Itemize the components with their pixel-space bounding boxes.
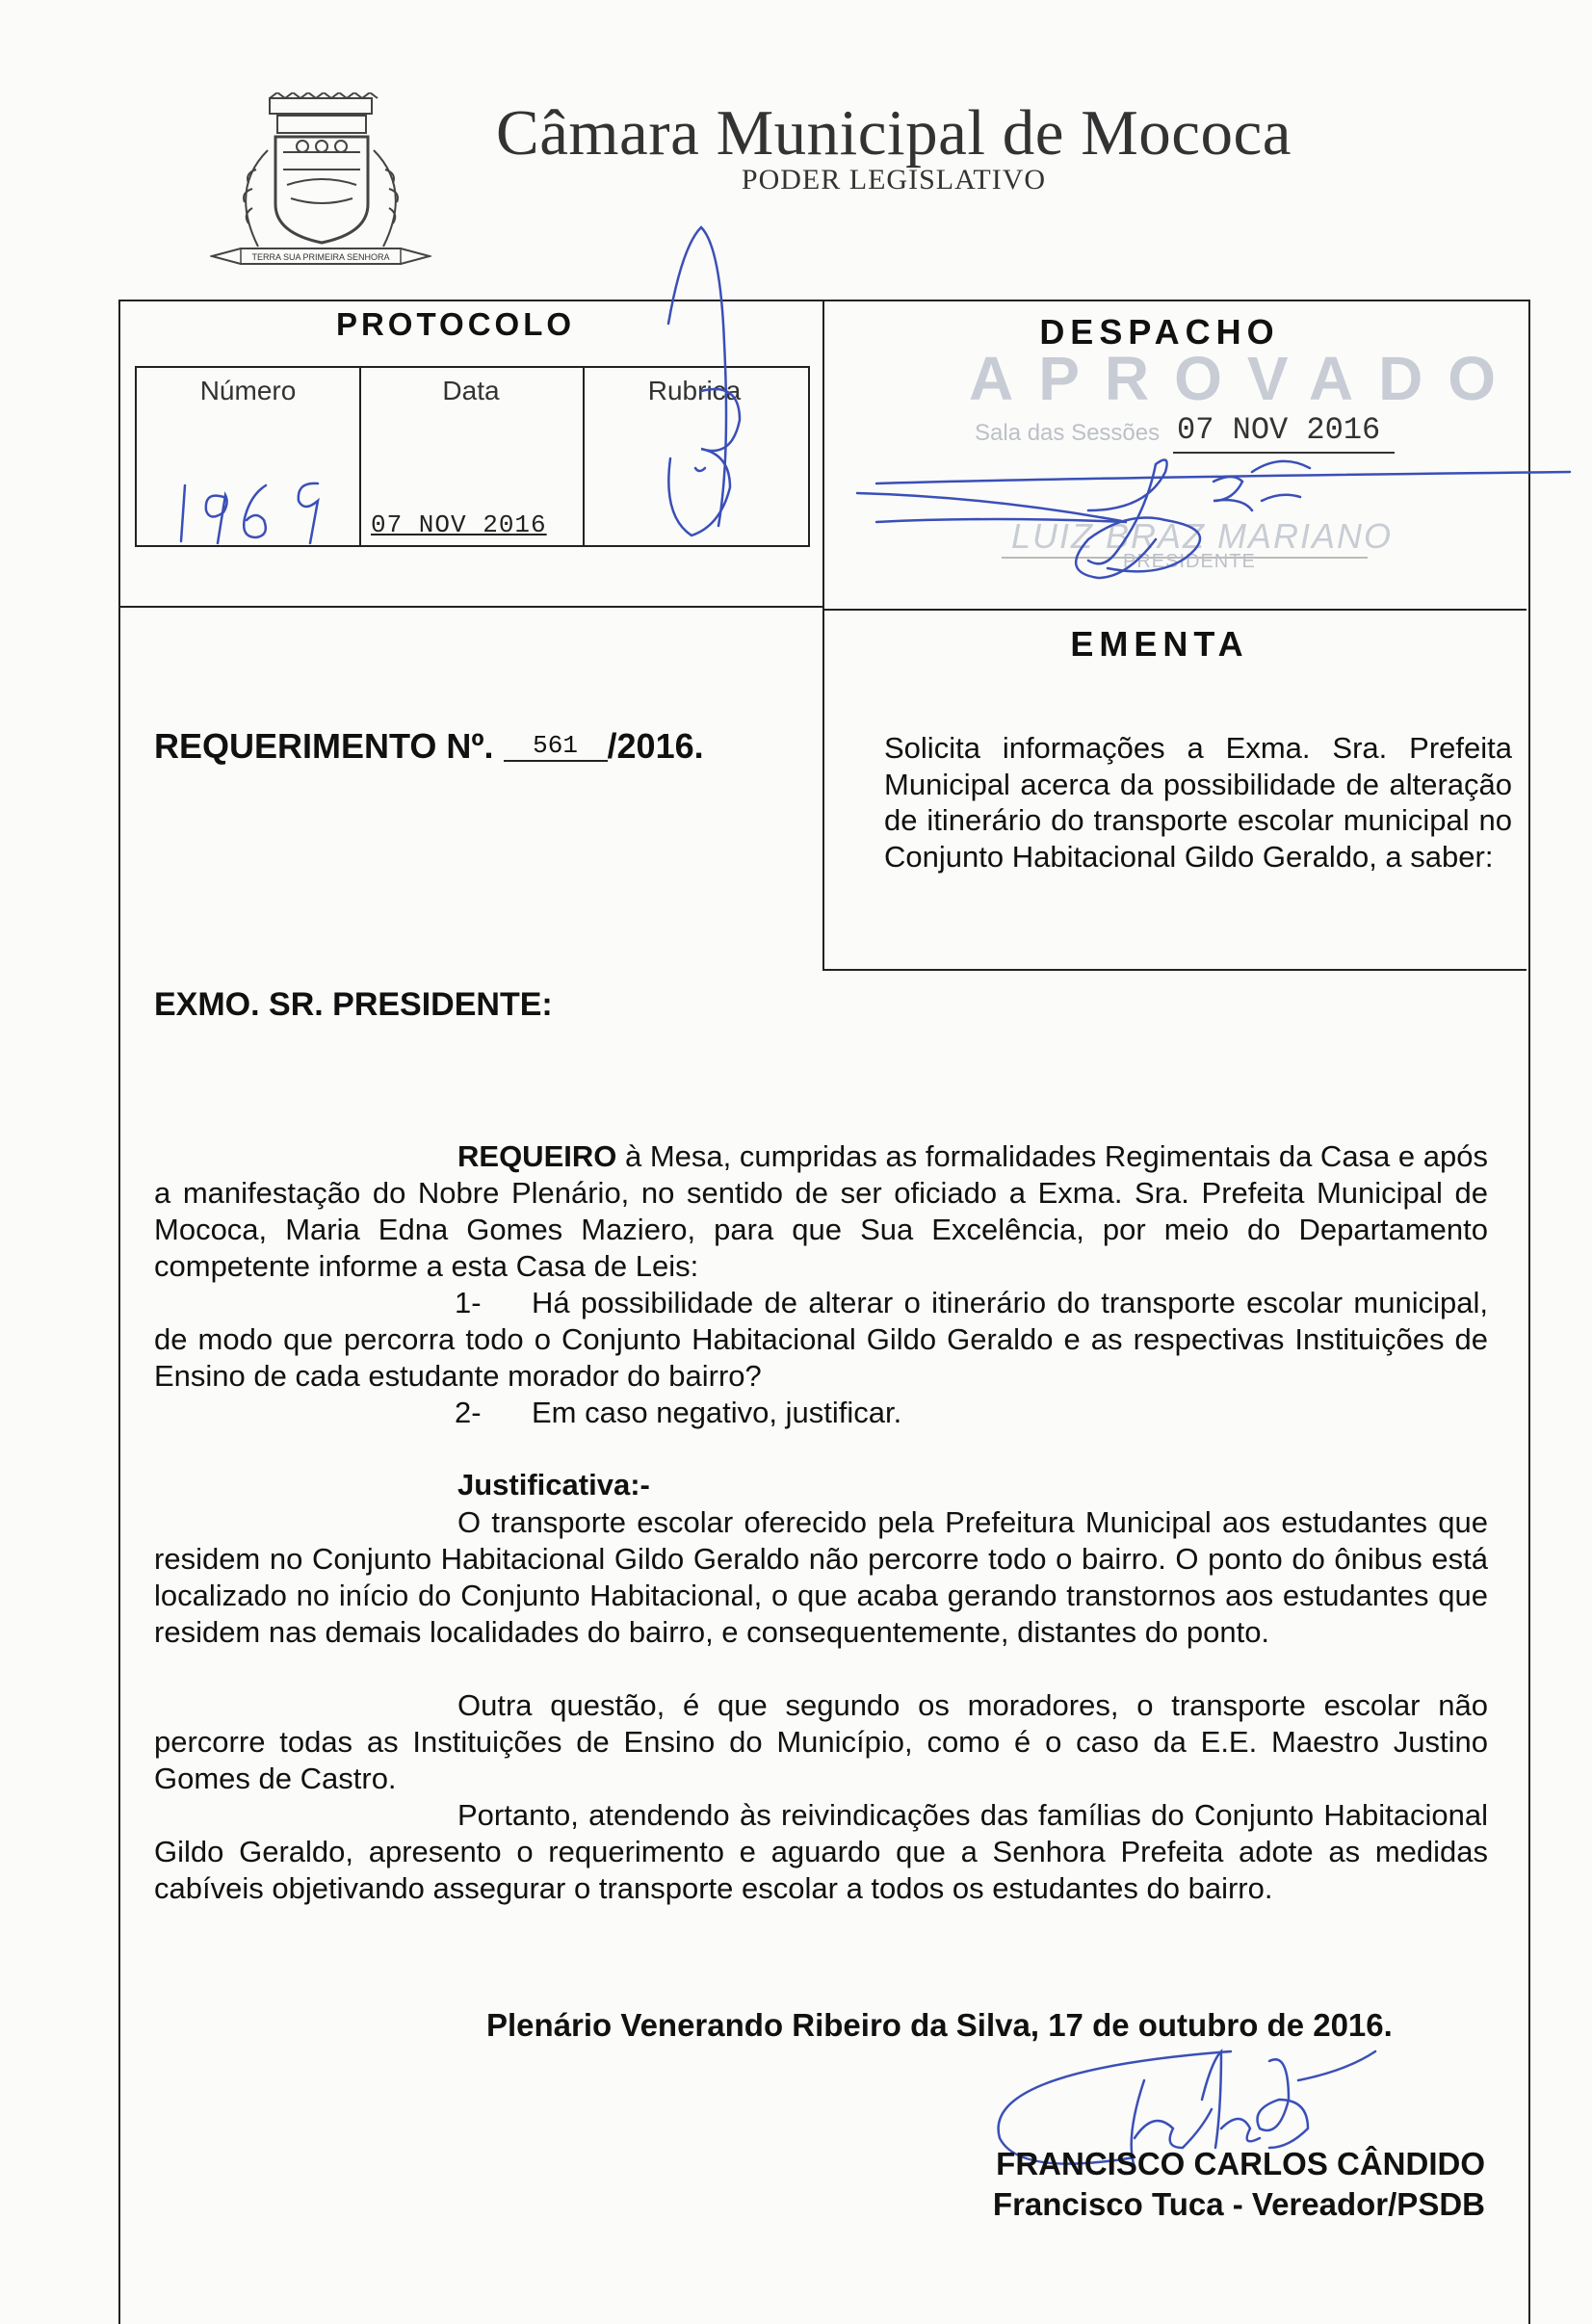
stamp-president-name: LUIZ BRAZ MARIANO xyxy=(1011,516,1394,556)
list-item xyxy=(154,1395,1488,1431)
svg-text:TERRA SUA PRIMEIRA SENHORA: TERRA SUA PRIMEIRA SENHORA xyxy=(251,252,390,262)
ementa-title: EMENTA xyxy=(1070,624,1249,664)
stamp-president-role: PRESIDENTE xyxy=(1123,551,1256,572)
despacho-title: DESPACHO xyxy=(1039,312,1280,352)
municipal-crest-logo xyxy=(210,92,431,275)
item-number: 1- xyxy=(455,1286,482,1319)
list-item xyxy=(154,1285,1488,1395)
requerimento-number: 561 xyxy=(504,731,608,762)
data-label: Data xyxy=(442,376,500,405)
place-date-line: Plenário Venerando Ribeiro da Silva, 17 de outubro de 2016. xyxy=(486,2007,1393,2043)
stamp-date: 07 NOV 2016 xyxy=(1177,412,1381,448)
institution-subtitle: PODER LEGISLATIVO xyxy=(741,164,1047,196)
item-number: 2- xyxy=(455,1396,482,1429)
institution-title: Câmara Municipal de Mococa xyxy=(496,97,1292,169)
requerimento-year: /2016. xyxy=(607,726,704,766)
salutation: EXMO. SR. PRESIDENTE: xyxy=(154,986,553,1023)
horizontal-divider-left xyxy=(118,606,823,608)
protocolo-date-stamp: 07 NOV 2016 xyxy=(371,510,547,539)
requerimento-label: REQUERIMENTO Nº. xyxy=(154,726,494,766)
justificativa-label: Justificativa:- xyxy=(457,1468,650,1501)
rubrica-label: Rubrica xyxy=(647,376,742,405)
justificativa-paragraph: Portanto, atendendo às reivindicações das famílias do Conjunto Habitacional Gildo Geraldo, apresento o requerimento e aguardo que a Senhora Prefeita adote as medidas cabíveis objetivando assegurar o transporte escolar a todos os estudantes do bairro. xyxy=(154,1798,1488,1905)
president-signature xyxy=(838,443,1570,588)
justificativa-paragraph: O transporte escolar oferecido pela Prefeitura Municipal aos estudantes que residem no Conjunto Habitacional Gildo Geraldo não percorre todo o bairro. O ponto do ônibus está localizado no início do Conjunto Habitacional, o que acaba gerando transtornos aos estudantes que residem nas demais localidades do bairro, e consequentemente, distantes do ponto. xyxy=(154,1505,1488,1649)
rubrica-signature xyxy=(643,227,778,555)
stamp-place: Sala das Sessões xyxy=(975,420,1161,446)
horizontal-divider-right xyxy=(822,609,1527,611)
ementa-text: Solicita informações a Exma. Sra. Prefeita Municipal acerca da possibilidade de alteração de itinerário do transporte escolar municipal no Conjunto Habitacional Gildo Geraldo, a saber: xyxy=(884,731,1512,874)
requeiro-text: à Mesa, cumpridas as formalidades Regimentais da Casa e após a manifestação do Nobre Plenário, no sentido de ser oficiado a Exma. Sra. Prefeita Municipal de Mococa, Maria Edna Gomes Maziero, para que Sua Excelência, por meio do Departamento competente informe a esta Casa de Leis: xyxy=(154,1139,1488,1283)
aprovado-stamp: APROVADO xyxy=(969,344,1522,413)
requerimento-heading xyxy=(154,726,704,767)
signer-title: Francisco Tuca - Vereador/PSDB xyxy=(992,2186,1485,2222)
justificativa-paragraph: Outra questão, é que segundo os moradores, o transporte escolar não percorre todas as Instituições de Ensino do Município, como é o caso da E.E. Maestro Justino Gomes de Castro. xyxy=(154,1688,1488,1795)
requeiro-paragraph xyxy=(154,1138,1488,1285)
item-text: Em caso negativo, justificar. xyxy=(532,1396,902,1429)
ementa-box-bottom xyxy=(822,969,1527,971)
protocolo-title: PROTOCOLO xyxy=(335,306,576,342)
requeiro-bold: REQUEIRO xyxy=(457,1139,617,1173)
signer-name: FRANCISCO CARLOS CÂNDIDO xyxy=(996,2146,1485,2181)
handwritten-protocol-number xyxy=(173,472,347,549)
numero-label: Número xyxy=(199,376,297,405)
item-text: Há possibilidade de alterar o itinerário do transporte escolar municipal, de modo que percorra todo o Conjunto Habitacional Gildo Geraldo e as respectivas Instituições de Ensino de cada estudante morador do bairro? xyxy=(154,1286,1488,1393)
